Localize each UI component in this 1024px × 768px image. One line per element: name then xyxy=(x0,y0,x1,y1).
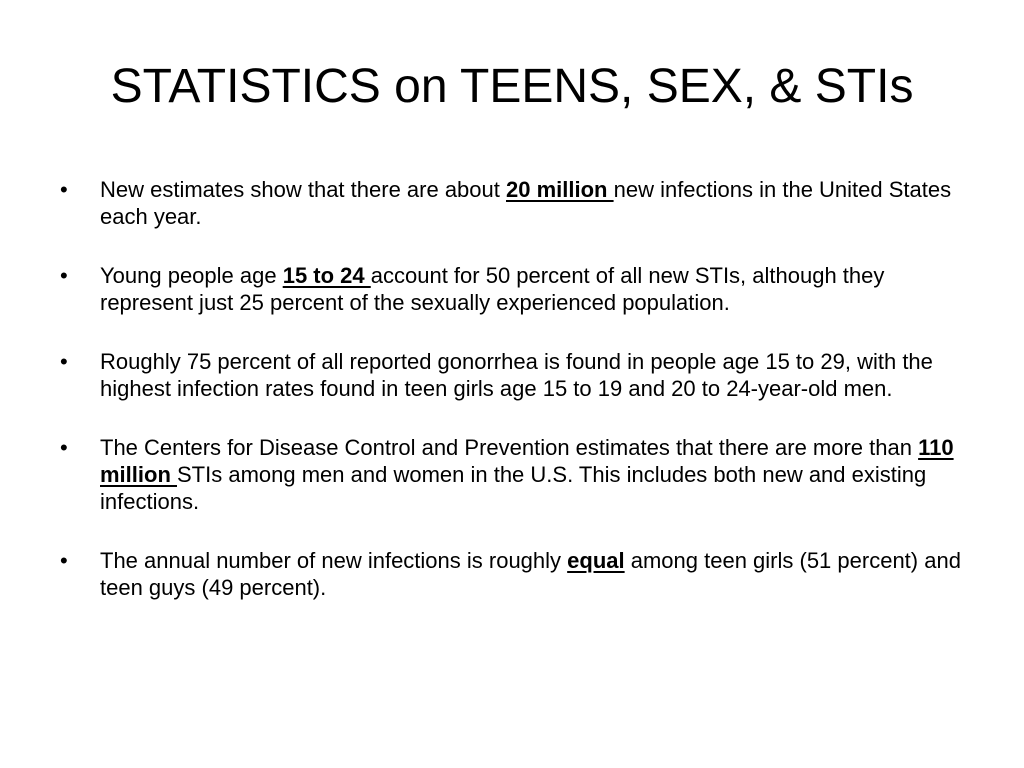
bullet-text-before: The annual number of new infections is roughly xyxy=(100,548,568,573)
bullet-emphasis: 110 million xyxy=(100,435,954,487)
bullet-text-after: new infections in the United States each year. xyxy=(100,177,952,229)
bullet-text-after: STIs among men and women in the U.S. This includes both new and existing infections. xyxy=(100,462,927,514)
bullet-item-5 xyxy=(56,547,976,601)
bullet-text-after: among teen girls (51 percent) and teen guys (49 percent). xyxy=(100,548,961,600)
bullet-icon: • xyxy=(60,349,68,374)
bullet-text-before: The Centers for Disease Control and Prevention estimates that there are more than xyxy=(100,435,919,460)
bullet-item-2 xyxy=(56,262,976,316)
bullet-item-3 xyxy=(56,348,976,402)
bullet-item-4 xyxy=(56,434,976,515)
bullet-icon: • xyxy=(60,548,68,573)
bullet-text-after: account for 50 percent of all new STIs, although they represent just 25 percent of the sexually experienced population. xyxy=(100,263,885,315)
bullet-text-before: Roughly 75 percent of all reported gonorrhea is found in people age 15 to 29, with the highest infection rates found in teen girls age 15 to 19 and 20 to 24-year-old men. xyxy=(100,349,933,401)
bullet-emphasis: 15 to 24 xyxy=(282,263,371,288)
bullet-icon: • xyxy=(60,263,68,288)
slide-title: STATISTICS on TEENS, SEX, & STIs xyxy=(110,60,914,113)
bullet-icon: • xyxy=(60,435,68,460)
bullet-icon: • xyxy=(60,177,68,202)
bullet-text-before: Young people age xyxy=(100,263,283,288)
bullet-list xyxy=(56,176,976,633)
bullet-emphasis: 20 million xyxy=(506,177,614,202)
bullet-emphasis: equal xyxy=(567,548,625,573)
bullet-text-before: New estimates show that there are about xyxy=(100,177,506,202)
bullet-item-1 xyxy=(56,176,976,230)
